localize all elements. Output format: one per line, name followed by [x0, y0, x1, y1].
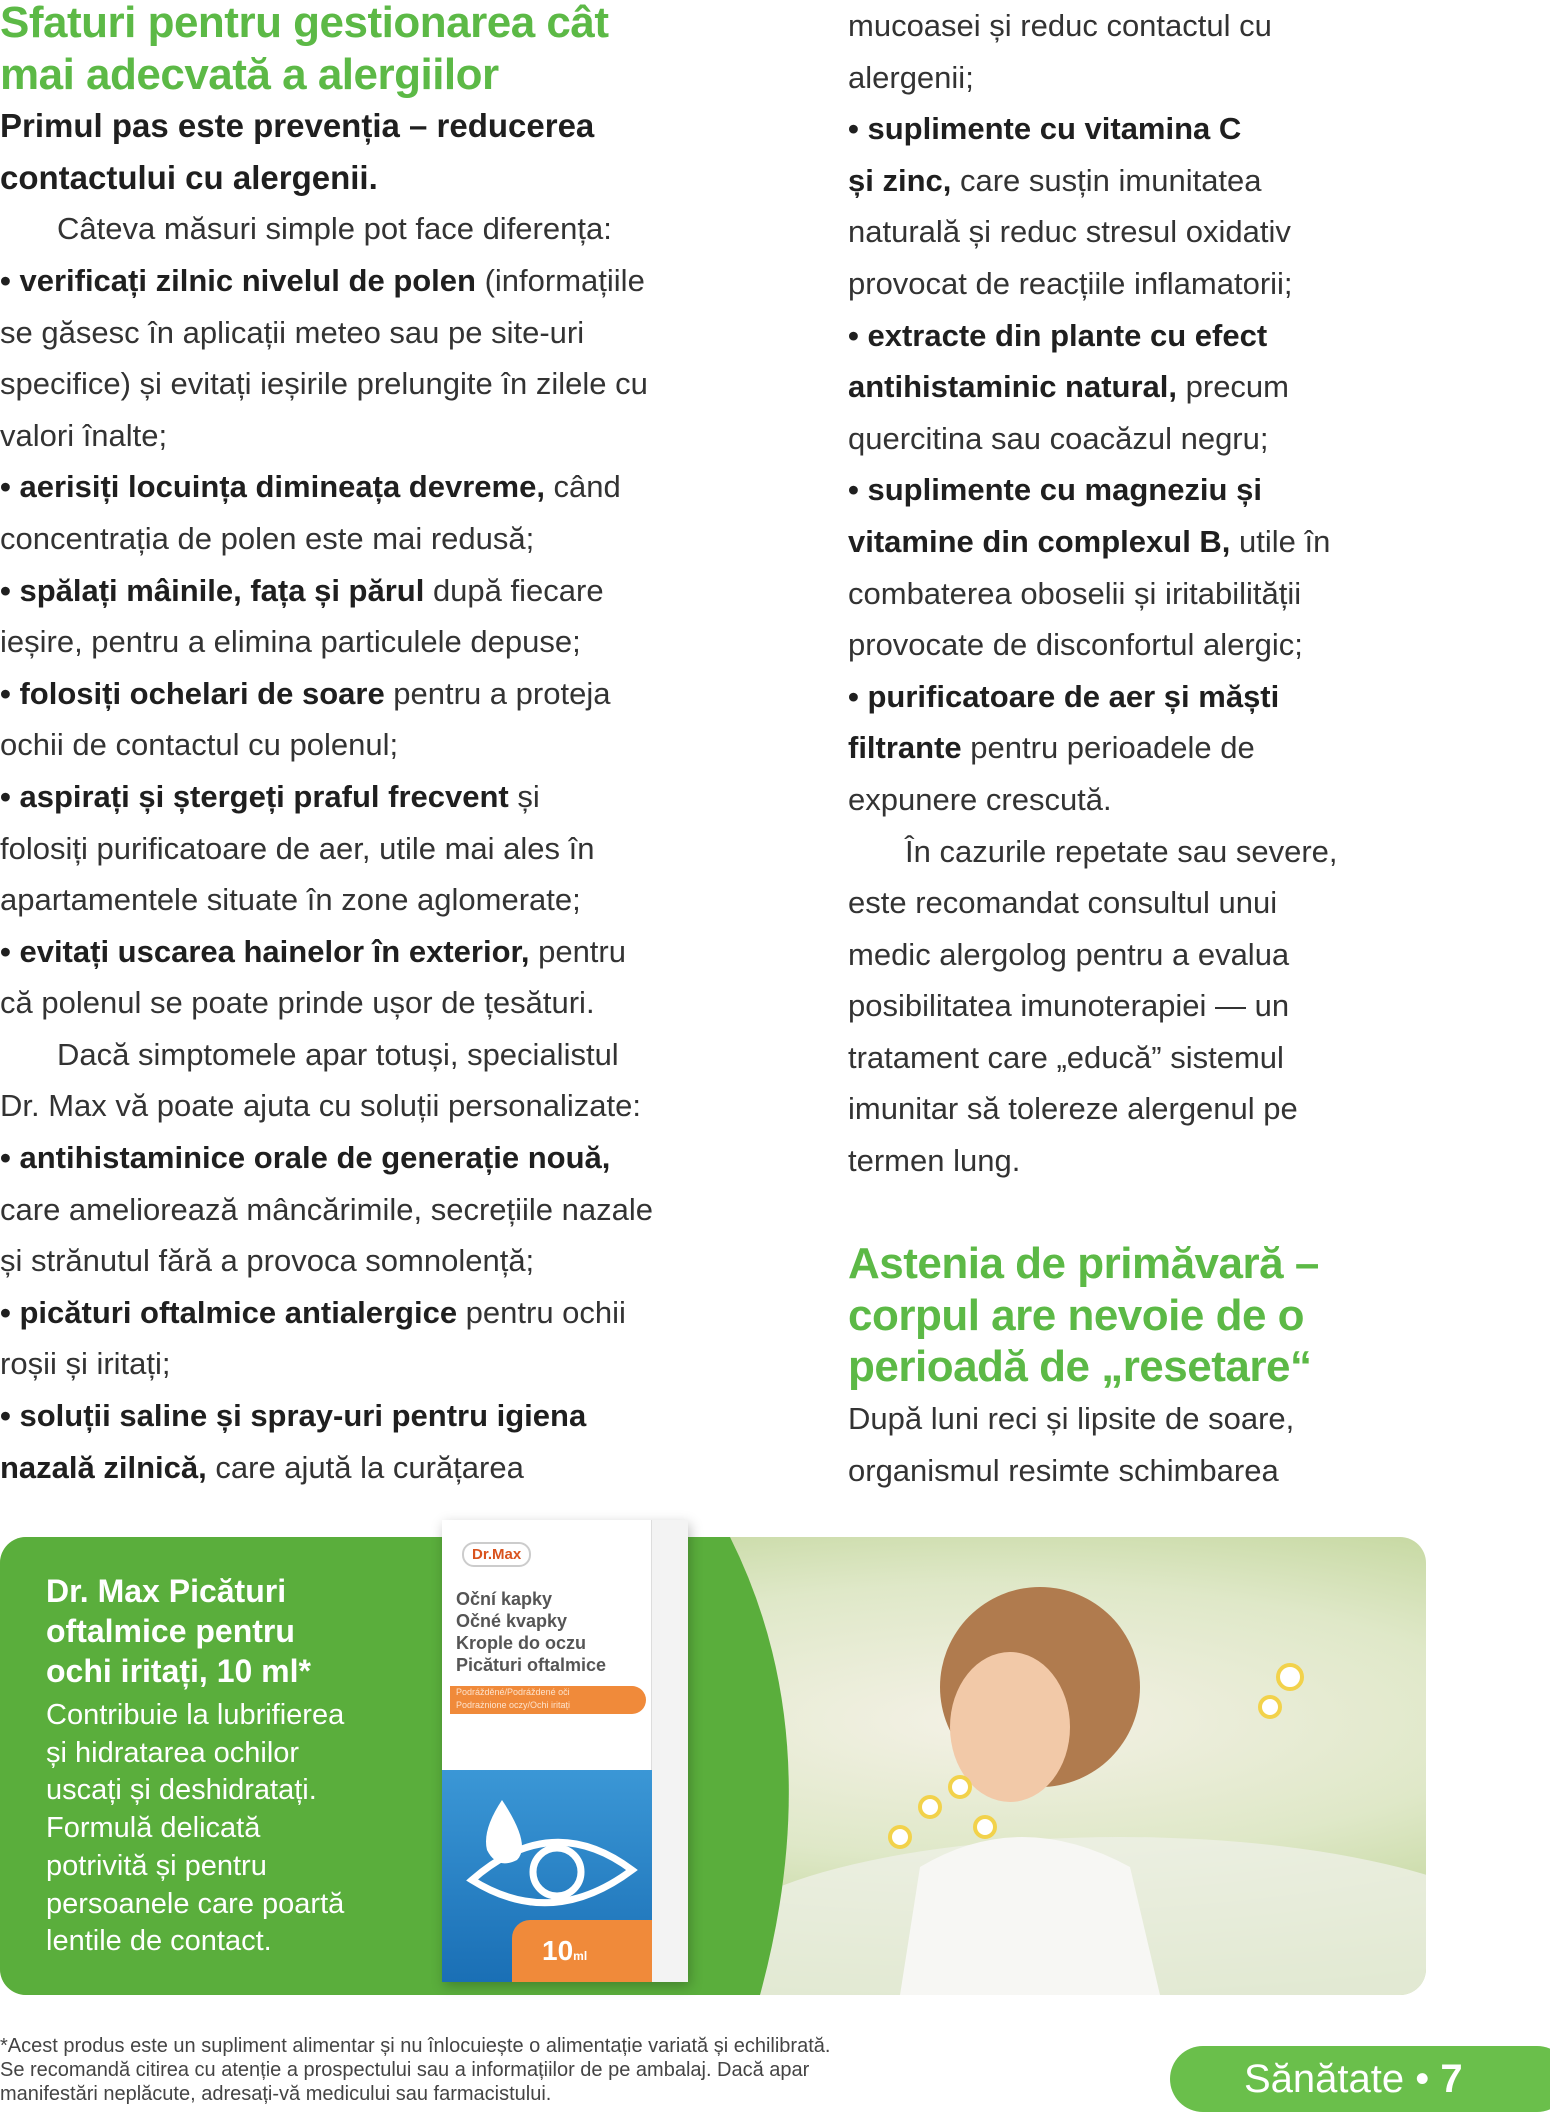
text-line	[0, 307, 800, 359]
text: ochii de contactul cu polenul;	[0, 727, 399, 763]
text-line	[848, 826, 1548, 878]
promo-line: Formulă delicată	[46, 1812, 261, 1845]
text-line	[848, 0, 1548, 52]
volume-unit: ml	[573, 1949, 588, 1963]
bold-text: • extracte din plante cu efect	[848, 317, 1268, 353]
package-name: Picături oftalmice	[456, 1655, 607, 1675]
heading-line	[848, 1341, 1548, 1393]
text-line	[0, 926, 800, 978]
text-line	[0, 1442, 800, 1494]
bold-text: • soluții saline și spray-uri pentru igiena	[0, 1398, 587, 1434]
text: Dacă simptomele apar totuși, specialistul	[57, 1036, 619, 1072]
text: provocate de disconfortul alergic;	[848, 627, 1303, 663]
text: este recomandat consultul unui	[848, 885, 1278, 921]
text: contactului cu alergenii.	[0, 158, 378, 196]
brand-logo: Dr.Max	[462, 1542, 531, 1567]
text-line	[848, 1445, 1548, 1497]
text: (informațiile	[475, 262, 645, 298]
text: medic alergolog pentru a evalua	[848, 936, 1290, 972]
text-line	[0, 1235, 800, 1287]
product-package	[442, 1520, 688, 1982]
text-line	[848, 361, 1548, 413]
text-line	[0, 771, 800, 823]
text: și	[508, 778, 540, 814]
disclaimer-line: manifestări neplăcute, adresați-vă medicului sau farmacistului.	[0, 2083, 552, 2105]
package-name: Oční kapky	[456, 1589, 553, 1609]
bold-text: vitamine din complexul B,	[848, 523, 1231, 559]
text-line	[848, 619, 1548, 671]
text-line	[0, 1029, 800, 1081]
text: concentrația de polen este mai redusă;	[0, 520, 535, 556]
bold-text: • evitați uscarea hainelor în exterior,	[0, 933, 530, 969]
text-line	[848, 155, 1548, 207]
text-line	[848, 1032, 1548, 1084]
package-name: Krople do oczu	[456, 1633, 586, 1653]
text: quercitina sau coacăzul negru;	[848, 420, 1269, 456]
bold-text: • folosiți ochelari de soare	[0, 675, 385, 711]
text: perioadă de „resetare“	[848, 1342, 1312, 1392]
strip-line: Podrážděné/Podráždené oči	[456, 1687, 570, 1697]
left-column	[0, 0, 800, 1493]
text-line	[848, 1135, 1548, 1187]
bold-text: • purificatoare de aer și măști	[848, 678, 1280, 714]
text: naturală și reduc stresul oxidativ	[848, 214, 1291, 250]
text: imunitar să tolereze alergenul pe	[848, 1091, 1298, 1127]
text: mai adecvată a alergiilor	[0, 49, 499, 99]
right-column	[848, 0, 1548, 1496]
text: Astenia de primăvară –	[848, 1239, 1319, 1289]
package-volume	[512, 1920, 652, 1982]
promo-title-line: ochi iritați, 10 ml*	[46, 1653, 311, 1689]
text: și strănutul fără a provoca somnolență;	[0, 1243, 535, 1279]
text-line	[0, 565, 800, 617]
package-side	[651, 1520, 688, 1982]
text-line	[848, 413, 1548, 465]
bold-text: • antihistaminice orale de generație nouă,	[0, 1140, 611, 1176]
eye-drop-icon	[442, 1770, 652, 1930]
page-number: 7	[1440, 2057, 1463, 2101]
text-line	[0, 1390, 800, 1442]
promo-line: Contribuie la lubrifierea	[46, 1699, 345, 1731]
text-line	[0, 823, 800, 875]
section-name: Sănătate •	[1244, 2057, 1430, 2101]
promo-line: potrivită și pentru	[46, 1849, 267, 1882]
bold-text: • aspirați și ștergeți praful frecvent	[0, 778, 509, 814]
text-line	[0, 410, 800, 462]
text: precum	[1177, 369, 1289, 405]
subheading-line	[0, 152, 800, 204]
text-line	[848, 1187, 1548, 1239]
text: tratament care „educă” sistemul	[848, 1039, 1284, 1075]
text: În cazurile repetate sau severe,	[905, 833, 1338, 869]
text: După luni reci și lipsite de soare,	[848, 1401, 1295, 1437]
text-line	[848, 877, 1548, 929]
text: valori înalte;	[0, 417, 168, 453]
text: Sfaturi pentru gestionarea cât	[0, 0, 609, 47]
text: posibilitatea imunoterapiei — un	[848, 988, 1290, 1024]
text-line	[0, 1287, 800, 1339]
text-line	[0, 461, 800, 513]
text: se găsesc în aplicații meteo sau pe site-uri	[0, 314, 585, 350]
text-line	[848, 206, 1548, 258]
text: organismul resimte schimbarea	[848, 1452, 1279, 1488]
promo-title-line: Dr. Max Picături	[46, 1573, 287, 1609]
heading-line	[848, 1290, 1548, 1342]
disclaimer	[0, 2034, 830, 2106]
bold-text: nazală zilnică,	[0, 1449, 207, 1485]
text-line	[0, 1184, 800, 1236]
text: ieșire, pentru a elimina particulele depuse;	[0, 624, 581, 660]
text-line	[848, 1083, 1548, 1135]
text-line	[848, 310, 1548, 362]
text-line	[0, 203, 800, 255]
text: utile în	[1230, 523, 1331, 559]
text-line	[848, 103, 1548, 155]
text-line	[848, 1393, 1548, 1445]
text-line	[848, 722, 1548, 774]
text-line	[0, 513, 800, 565]
bold-text: • picături oftalmice antialergice	[0, 1294, 458, 1330]
promo-line: persoanele care poartă	[46, 1887, 345, 1920]
package-names	[456, 1588, 606, 1676]
text-line	[848, 464, 1548, 516]
text: când	[544, 469, 621, 505]
text: specifice) și evitați ieșirile prelungite în zilele cu	[0, 366, 648, 402]
text-line	[0, 1132, 800, 1184]
text: că polenul se poate prinde ușor de țesături.	[0, 985, 595, 1021]
bold-text: • suplimente cu vitamina C	[848, 111, 1242, 147]
strip-line: Podrażnione oczy/Ochi iritați	[456, 1700, 571, 1710]
text-line	[0, 977, 800, 1029]
text: pentru ochii	[457, 1294, 626, 1330]
heading-line	[848, 1238, 1548, 1290]
disclaimer-line: *Acest produs este un supliment alimentar și nu înlocuiește o alimentație variată și echilibrată.	[0, 2035, 831, 2057]
text: folosiți purificatoare de aer, utile mai ales în	[0, 830, 595, 866]
product-promo-banner	[0, 1537, 1426, 1995]
heading-line	[0, 0, 800, 49]
text: expunere crescută.	[848, 781, 1112, 817]
text: după fiecare	[424, 572, 604, 608]
section-page-badge	[1170, 2046, 1550, 2112]
text-line	[0, 255, 800, 307]
text-line	[848, 980, 1548, 1032]
promo-description	[46, 1697, 344, 1961]
text-line	[848, 516, 1548, 568]
text: combaterea oboselii și iritabilității	[848, 575, 1302, 611]
text-line	[0, 358, 800, 410]
disclaimer-line: Se recomandă citirea cu atenție a prospectului sau a informațiilor de pe ambalaj. Dacă apar	[0, 2059, 810, 2081]
bold-text: și zinc,	[848, 162, 952, 198]
text: alergenii;	[848, 59, 974, 95]
text: Primul pas este prevenția – reducerea	[0, 107, 595, 145]
text: roșii și iritați;	[0, 1346, 171, 1382]
text: care ameliorează mâncărimile, secrețiile nazale	[0, 1191, 653, 1227]
volume-value: 10	[542, 1935, 574, 1966]
text: care susțin imunitatea	[951, 162, 1262, 198]
bold-text: • spălați mâinile, fața și părul	[0, 572, 425, 608]
promo-line: uscați și deshidratați.	[46, 1774, 317, 1807]
text-line	[0, 668, 800, 720]
text: corpul are nevoie de o	[848, 1290, 1305, 1340]
text-line	[0, 874, 800, 926]
bold-text: filtrante	[848, 730, 962, 766]
text-line	[848, 258, 1548, 310]
text-line	[848, 568, 1548, 620]
promo-title	[46, 1571, 311, 1691]
promo-line: lentile de contact.	[46, 1925, 272, 1958]
promo-title-line: oftalmice pentru	[46, 1613, 295, 1649]
bold-text: • aerisiți locuința dimineața devreme,	[0, 469, 545, 505]
text: Câteva măsuri simple pot face diferența:	[57, 211, 612, 247]
bold-text: • verificați zilnic nivelul de polen	[0, 262, 476, 298]
text-line	[0, 719, 800, 771]
text: apartamentele situate în zone aglomerate;	[0, 882, 581, 918]
bold-text: antihistaminic natural,	[848, 369, 1178, 405]
promo-line: și hidratarea ochilor	[46, 1736, 300, 1769]
heading-line	[0, 49, 800, 101]
package-strip	[450, 1686, 646, 1714]
text-line	[848, 671, 1548, 723]
text: provocat de reacțiile inflamatorii;	[848, 265, 1293, 301]
text-line	[848, 52, 1548, 104]
text: pentru a proteja	[384, 675, 611, 711]
text: care ajută la curățarea	[206, 1449, 524, 1485]
package-name: Očné kvapky	[456, 1611, 568, 1631]
text: pentru perioadele de	[961, 730, 1255, 766]
subheading-line	[0, 100, 800, 152]
text: mucoasei și reduc contactul cu	[848, 8, 1272, 43]
text-line	[0, 1080, 800, 1132]
text: termen lung.	[848, 1143, 1021, 1179]
text-line	[0, 1338, 800, 1390]
text-line	[848, 929, 1548, 981]
text: pentru	[529, 933, 626, 969]
text: Dr. Max vă poate ajuta cu soluții personalizate:	[0, 1088, 642, 1124]
text-line	[0, 616, 800, 668]
text-line	[848, 774, 1548, 826]
bold-text: • suplimente cu magneziu și	[848, 472, 1262, 508]
